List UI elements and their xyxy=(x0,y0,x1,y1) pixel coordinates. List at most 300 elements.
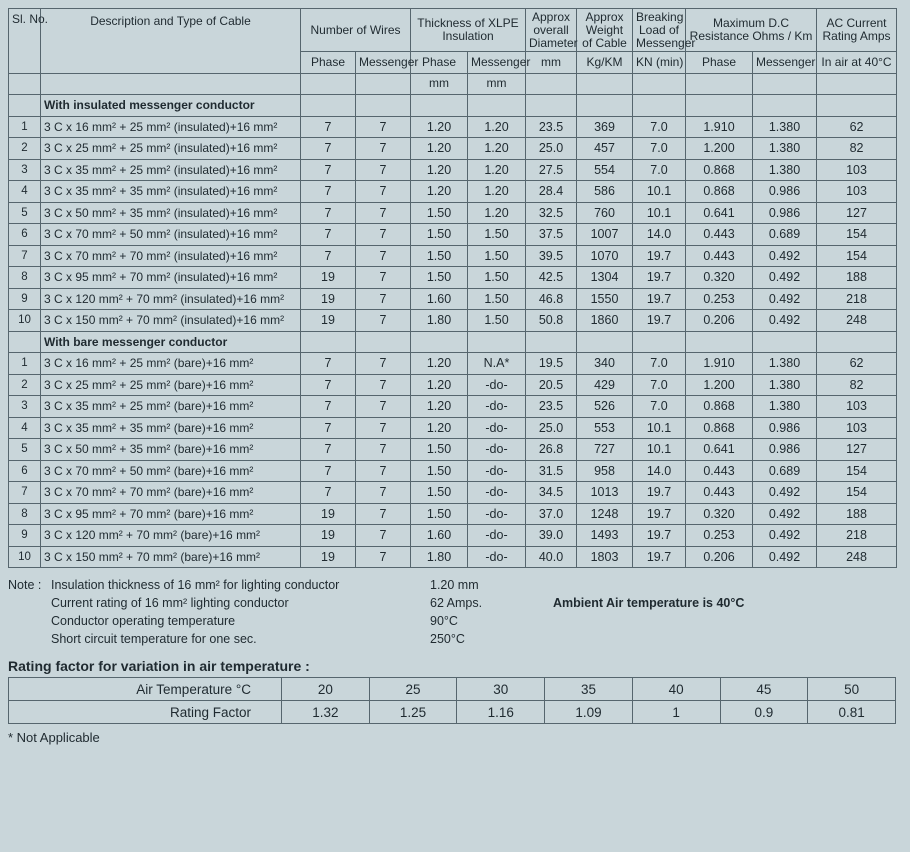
resistance-phase: 0.868 xyxy=(686,181,753,203)
header-blank xyxy=(9,73,41,95)
ac-rating: 62 xyxy=(817,116,897,138)
rating-factor-value: 1.09 xyxy=(545,701,633,724)
resistance-phase: 0.443 xyxy=(686,224,753,246)
weight: 554 xyxy=(577,159,633,181)
header-sl-no: Sl. No. xyxy=(9,9,41,74)
note-line-2: Current rating of 16 mm² lighting conductor xyxy=(51,596,289,610)
thickness-phase: 1.20 xyxy=(411,353,468,375)
breaking-load: 10.1 xyxy=(633,417,686,439)
table-row xyxy=(9,267,897,289)
cable-description: 3 C x 35 mm² + 35 mm² (insulated)+16 mm² xyxy=(41,181,301,203)
thickness-messenger: 1.20 xyxy=(468,181,526,203)
resistance-messenger: 0.986 xyxy=(753,202,817,224)
wires-phase: 19 xyxy=(301,546,356,568)
serial-number: 3 xyxy=(9,396,41,418)
serial-number: 9 xyxy=(9,525,41,547)
diameter: 31.5 xyxy=(526,460,577,482)
breaking-load: 7.0 xyxy=(633,396,686,418)
footnote: * Not Applicable xyxy=(8,730,100,745)
ac-rating: 62 xyxy=(817,353,897,375)
wires-phase: 7 xyxy=(301,374,356,396)
thickness-phase: 1.50 xyxy=(411,202,468,224)
breaking-load: 19.7 xyxy=(633,525,686,547)
table-row xyxy=(9,374,897,396)
wires-messenger: 7 xyxy=(356,374,411,396)
section-blank xyxy=(817,95,897,117)
serial-number: 9 xyxy=(9,288,41,310)
section-blank xyxy=(817,331,897,353)
thickness-phase: 1.50 xyxy=(411,267,468,289)
resistance-messenger: 1.380 xyxy=(753,138,817,160)
serial-number: 6 xyxy=(9,224,41,246)
resistance-phase: 1.200 xyxy=(686,374,753,396)
breaking-load: 10.1 xyxy=(633,202,686,224)
resistance-messenger: 0.492 xyxy=(753,503,817,525)
header-diameter: Approx overall Diameter xyxy=(526,9,577,52)
wires-messenger: 7 xyxy=(356,439,411,461)
table-row xyxy=(9,310,897,332)
section-blank xyxy=(526,95,577,117)
breaking-load: 7.0 xyxy=(633,374,686,396)
thickness-phase: 1.20 xyxy=(411,116,468,138)
wires-messenger: 7 xyxy=(356,460,411,482)
wires-phase: 7 xyxy=(301,482,356,504)
thickness-messenger: 1.50 xyxy=(468,288,526,310)
table-row xyxy=(9,138,897,160)
rating-factor-value: 1.25 xyxy=(369,701,457,724)
ac-rating: 82 xyxy=(817,374,897,396)
serial-number: 8 xyxy=(9,503,41,525)
ac-rating: 82 xyxy=(817,138,897,160)
section-blank xyxy=(526,331,577,353)
thickness-phase: 1.50 xyxy=(411,245,468,267)
wires-messenger: 7 xyxy=(356,546,411,568)
thickness-messenger: 1.20 xyxy=(468,138,526,160)
ac-rating: 248 xyxy=(817,546,897,568)
resistance-phase: 0.253 xyxy=(686,288,753,310)
weight: 1304 xyxy=(577,267,633,289)
thickness-phase: 1.20 xyxy=(411,181,468,203)
section-blank xyxy=(633,331,686,353)
ac-rating: 218 xyxy=(817,288,897,310)
cable-description: 3 C x 70 mm² + 50 mm² (insulated)+16 mm² xyxy=(41,224,301,246)
resistance-messenger: 1.380 xyxy=(753,116,817,138)
resistance-messenger: 0.492 xyxy=(753,482,817,504)
thickness-phase: 1.80 xyxy=(411,310,468,332)
rating-temp-value: 40 xyxy=(632,678,720,701)
serial-number: 1 xyxy=(9,353,41,375)
resistance-phase: 1.910 xyxy=(686,353,753,375)
resistance-messenger: 0.689 xyxy=(753,224,817,246)
serial-number: 3 xyxy=(9,159,41,181)
thickness-messenger: -do- xyxy=(468,503,526,525)
weight: 457 xyxy=(577,138,633,160)
resistance-messenger: 0.492 xyxy=(753,245,817,267)
diameter: 23.5 xyxy=(526,396,577,418)
cable-description: 3 C x 150 mm² + 70 mm² (insulated)+16 mm² xyxy=(41,310,301,332)
diameter: 40.0 xyxy=(526,546,577,568)
resistance-phase: 0.443 xyxy=(686,482,753,504)
diameter: 39.0 xyxy=(526,525,577,547)
section-blank xyxy=(9,331,41,353)
resistance-phase: 0.443 xyxy=(686,460,753,482)
section-title: With bare messenger conductor xyxy=(41,331,301,353)
wires-messenger: 7 xyxy=(356,525,411,547)
serial-number: 2 xyxy=(9,138,41,160)
rating-factor-value: 1.16 xyxy=(457,701,545,724)
weight: 1860 xyxy=(577,310,633,332)
table-row xyxy=(9,224,897,246)
ac-rating: 188 xyxy=(817,267,897,289)
section-blank xyxy=(577,95,633,117)
resistance-phase: 1.910 xyxy=(686,116,753,138)
wires-phase: 7 xyxy=(301,116,356,138)
rating-factor-row xyxy=(9,701,896,724)
weight: 553 xyxy=(577,417,633,439)
header-resistance-phase: Phase xyxy=(686,52,753,74)
thickness-messenger: -do- xyxy=(468,417,526,439)
header-thickness-phase: Phase xyxy=(411,52,468,74)
header-wires-messenger: Messenger xyxy=(356,52,411,74)
header-blank xyxy=(686,73,753,95)
header-weight-unit: Kg/KM xyxy=(577,52,633,74)
breaking-load: 10.1 xyxy=(633,181,686,203)
wires-phase: 7 xyxy=(301,224,356,246)
thickness-messenger: 1.50 xyxy=(468,310,526,332)
header-breaking-load: Breaking Load of Messenger xyxy=(633,9,686,52)
diameter: 20.5 xyxy=(526,374,577,396)
thickness-phase: 1.20 xyxy=(411,396,468,418)
thickness-phase: 1.20 xyxy=(411,138,468,160)
wires-messenger: 7 xyxy=(356,202,411,224)
ac-rating: 103 xyxy=(817,396,897,418)
ac-rating: 154 xyxy=(817,245,897,267)
table-row xyxy=(9,245,897,267)
resistance-messenger: 0.492 xyxy=(753,310,817,332)
cable-description: 3 C x 50 mm² + 35 mm² (insulated)+16 mm² xyxy=(41,202,301,224)
thickness-messenger: 1.20 xyxy=(468,202,526,224)
note-line-3: Conductor operating temperature xyxy=(51,614,236,628)
section-blank xyxy=(301,95,356,117)
breaking-load: 19.7 xyxy=(633,310,686,332)
header-insulation-thickness: Thickness of XLPE Insulation xyxy=(411,9,526,52)
wires-phase: 7 xyxy=(301,439,356,461)
section-header-row xyxy=(9,331,897,353)
section-blank xyxy=(633,95,686,117)
section-blank xyxy=(301,331,356,353)
thickness-messenger: -do- xyxy=(468,439,526,461)
weight: 1803 xyxy=(577,546,633,568)
weight: 958 xyxy=(577,460,633,482)
thickness-phase: 1.50 xyxy=(411,460,468,482)
resistance-phase: 0.868 xyxy=(686,159,753,181)
header-wires-phase: Phase xyxy=(301,52,356,74)
cable-description: 3 C x 70 mm² + 50 mm² (bare)+16 mm² xyxy=(41,460,301,482)
weight: 1493 xyxy=(577,525,633,547)
breaking-load: 14.0 xyxy=(633,224,686,246)
rating-factor-value: 1.32 xyxy=(282,701,370,724)
thickness-messenger: -do- xyxy=(468,396,526,418)
rating-factor-value: 0.9 xyxy=(720,701,808,724)
resistance-phase: 0.206 xyxy=(686,546,753,568)
table-row xyxy=(9,482,897,504)
cable-description: 3 C x 70 mm² + 70 mm² (insulated)+16 mm² xyxy=(41,245,301,267)
serial-number: 8 xyxy=(9,267,41,289)
serial-number: 7 xyxy=(9,482,41,504)
thickness-messenger: -do- xyxy=(468,460,526,482)
table-row xyxy=(9,525,897,547)
resistance-messenger: 0.492 xyxy=(753,525,817,547)
table-row xyxy=(9,546,897,568)
header-diameter-unit: mm xyxy=(526,52,577,74)
rating-temp-value: 20 xyxy=(282,678,370,701)
cable-description: 3 C x 120 mm² + 70 mm² (bare)+16 mm² xyxy=(41,525,301,547)
breaking-load: 19.7 xyxy=(633,503,686,525)
wires-phase: 7 xyxy=(301,159,356,181)
section-blank xyxy=(356,95,411,117)
thickness-phase: 1.50 xyxy=(411,439,468,461)
header-blank xyxy=(633,73,686,95)
rating-factor-value: 0.81 xyxy=(808,701,896,724)
ac-rating: 188 xyxy=(817,503,897,525)
ac-rating: 248 xyxy=(817,310,897,332)
breaking-load: 14.0 xyxy=(633,460,686,482)
ac-rating: 154 xyxy=(817,482,897,504)
weight: 1007 xyxy=(577,224,633,246)
ac-rating: 103 xyxy=(817,181,897,203)
section-blank xyxy=(411,331,468,353)
thickness-messenger: 1.50 xyxy=(468,267,526,289)
table-row xyxy=(9,202,897,224)
header-breaking-unit: KN (min) xyxy=(633,52,686,74)
ac-rating: 154 xyxy=(817,460,897,482)
diameter: 19.5 xyxy=(526,353,577,375)
serial-number: 4 xyxy=(9,417,41,439)
diameter: 37.0 xyxy=(526,503,577,525)
thickness-messenger: -do- xyxy=(468,482,526,504)
serial-number: 5 xyxy=(9,439,41,461)
cable-spec-sheet xyxy=(8,8,904,745)
rating-temp-label: Air Temperature °C xyxy=(9,678,282,701)
thickness-messenger: N.A* xyxy=(468,353,526,375)
cable-description: 3 C x 16 mm² + 25 mm² (bare)+16 mm² xyxy=(41,353,301,375)
cable-description: 3 C x 95 mm² + 70 mm² (insulated)+16 mm² xyxy=(41,267,301,289)
thickness-phase: 1.20 xyxy=(411,159,468,181)
thickness-messenger: 1.50 xyxy=(468,245,526,267)
table-body xyxy=(9,95,897,568)
breaking-load: 7.0 xyxy=(633,159,686,181)
table-row xyxy=(9,159,897,181)
note-value-3: 90°C xyxy=(430,614,458,628)
cable-description: 3 C x 35 mm² + 35 mm² (bare)+16 mm² xyxy=(41,417,301,439)
cable-description: 3 C x 35 mm² + 25 mm² (insulated)+16 mm² xyxy=(41,159,301,181)
header-number-of-wires: Number of Wires xyxy=(301,9,411,52)
resistance-phase: 0.641 xyxy=(686,202,753,224)
serial-number: 6 xyxy=(9,460,41,482)
wires-phase: 7 xyxy=(301,202,356,224)
section-blank xyxy=(753,331,817,353)
thickness-messenger: -do- xyxy=(468,374,526,396)
resistance-phase: 1.200 xyxy=(686,138,753,160)
header-blank xyxy=(577,73,633,95)
wires-messenger: 7 xyxy=(356,267,411,289)
header-description: Description and Type of Cable xyxy=(41,9,301,74)
wires-messenger: 7 xyxy=(356,138,411,160)
header-ac-rating: AC Current Rating Amps xyxy=(817,9,897,52)
wires-phase: 7 xyxy=(301,181,356,203)
table-row xyxy=(9,396,897,418)
ac-rating: 103 xyxy=(817,159,897,181)
section-blank xyxy=(753,95,817,117)
weight: 369 xyxy=(577,116,633,138)
wires-phase: 7 xyxy=(301,396,356,418)
resistance-messenger: 0.492 xyxy=(753,288,817,310)
cable-spec-table xyxy=(8,8,897,568)
rating-factor-title: Rating factor for variation in air temperature : xyxy=(8,658,310,674)
wires-phase: 19 xyxy=(301,288,356,310)
cable-description: 3 C x 25 mm² + 25 mm² (insulated)+16 mm² xyxy=(41,138,301,160)
resistance-phase: 0.320 xyxy=(686,267,753,289)
resistance-messenger: 1.380 xyxy=(753,396,817,418)
diameter: 50.8 xyxy=(526,310,577,332)
section-blank xyxy=(577,331,633,353)
resistance-phase: 0.868 xyxy=(686,417,753,439)
note-value-1: 1.20 mm xyxy=(430,578,479,592)
diameter: 25.0 xyxy=(526,417,577,439)
section-blank xyxy=(356,331,411,353)
header-thickness-messenger-unit: mm xyxy=(468,73,526,95)
diameter: 28.4 xyxy=(526,181,577,203)
ac-rating: 127 xyxy=(817,202,897,224)
resistance-phase: 0.320 xyxy=(686,503,753,525)
breaking-load: 19.7 xyxy=(633,245,686,267)
rating-factor-label: Rating Factor xyxy=(9,701,282,724)
serial-number: 10 xyxy=(9,546,41,568)
rating-temp-value: 25 xyxy=(369,678,457,701)
resistance-messenger: 0.492 xyxy=(753,267,817,289)
wires-messenger: 7 xyxy=(356,159,411,181)
ac-rating: 218 xyxy=(817,525,897,547)
cable-description: 3 C x 50 mm² + 35 mm² (bare)+16 mm² xyxy=(41,439,301,461)
wires-phase: 7 xyxy=(301,460,356,482)
wires-messenger: 7 xyxy=(356,310,411,332)
diameter: 34.5 xyxy=(526,482,577,504)
header-weight: Approx Weight of Cable xyxy=(577,9,633,52)
wires-phase: 7 xyxy=(301,245,356,267)
ac-rating: 154 xyxy=(817,224,897,246)
wires-phase: 19 xyxy=(301,310,356,332)
resistance-messenger: 0.986 xyxy=(753,439,817,461)
diameter: 23.5 xyxy=(526,116,577,138)
diameter: 26.8 xyxy=(526,439,577,461)
rating-factor-value: 1 xyxy=(632,701,720,724)
thickness-phase: 1.50 xyxy=(411,224,468,246)
breaking-load: 19.7 xyxy=(633,546,686,568)
header-blank xyxy=(753,73,817,95)
diameter: 37.5 xyxy=(526,224,577,246)
weight: 586 xyxy=(577,181,633,203)
wires-messenger: 7 xyxy=(356,288,411,310)
breaking-load: 19.7 xyxy=(633,288,686,310)
header-blank xyxy=(301,73,356,95)
section-blank xyxy=(468,95,526,117)
thickness-phase: 1.50 xyxy=(411,482,468,504)
breaking-load: 19.7 xyxy=(633,482,686,504)
table-row xyxy=(9,417,897,439)
table-row xyxy=(9,460,897,482)
serial-number: 7 xyxy=(9,245,41,267)
breaking-load: 7.0 xyxy=(633,353,686,375)
breaking-load: 19.7 xyxy=(633,267,686,289)
serial-number: 4 xyxy=(9,181,41,203)
resistance-phase: 0.641 xyxy=(686,439,753,461)
thickness-phase: 1.50 xyxy=(411,503,468,525)
diameter: 46.8 xyxy=(526,288,577,310)
weight: 340 xyxy=(577,353,633,375)
cable-description: 3 C x 70 mm² + 70 mm² (bare)+16 mm² xyxy=(41,482,301,504)
breaking-load: 7.0 xyxy=(633,138,686,160)
resistance-messenger: 0.492 xyxy=(753,546,817,568)
notes-block xyxy=(8,578,904,650)
cable-description: 3 C x 150 mm² + 70 mm² (bare)+16 mm² xyxy=(41,546,301,568)
wires-phase: 19 xyxy=(301,267,356,289)
thickness-phase: 1.80 xyxy=(411,546,468,568)
rating-temp-value: 35 xyxy=(545,678,633,701)
thickness-phase: 1.60 xyxy=(411,525,468,547)
diameter: 39.5 xyxy=(526,245,577,267)
wires-phase: 7 xyxy=(301,353,356,375)
table-row xyxy=(9,116,897,138)
cable-description: 3 C x 95 mm² + 70 mm² (bare)+16 mm² xyxy=(41,503,301,525)
breaking-load: 10.1 xyxy=(633,439,686,461)
thickness-messenger: -do- xyxy=(468,546,526,568)
resistance-phase: 0.868 xyxy=(686,396,753,418)
section-header-row xyxy=(9,95,897,117)
resistance-messenger: 1.380 xyxy=(753,159,817,181)
header-blank xyxy=(356,73,411,95)
wires-phase: 7 xyxy=(301,417,356,439)
weight: 760 xyxy=(577,202,633,224)
thickness-phase: 1.20 xyxy=(411,417,468,439)
thickness-phase: 1.20 xyxy=(411,374,468,396)
note-value-2: 62 Amps. xyxy=(430,596,483,610)
resistance-messenger: 0.986 xyxy=(753,181,817,203)
wires-messenger: 7 xyxy=(356,181,411,203)
thickness-messenger: 1.50 xyxy=(468,224,526,246)
wires-phase: 7 xyxy=(301,138,356,160)
header-resistance-messenger: Messenger xyxy=(753,52,817,74)
resistance-phase: 0.206 xyxy=(686,310,753,332)
header-ac-sub: In air at 40°C xyxy=(817,52,897,74)
weight: 1013 xyxy=(577,482,633,504)
table-row xyxy=(9,353,897,375)
resistance-messenger: 0.689 xyxy=(753,460,817,482)
diameter: 25.0 xyxy=(526,138,577,160)
cable-description: 3 C x 35 mm² + 25 mm² (bare)+16 mm² xyxy=(41,396,301,418)
table-row xyxy=(9,439,897,461)
cable-description: 3 C x 25 mm² + 25 mm² (bare)+16 mm² xyxy=(41,374,301,396)
table-row xyxy=(9,288,897,310)
note-line-1: Insulation thickness of 16 mm² for lighting conductor xyxy=(51,578,340,592)
note-label: Note : xyxy=(8,578,42,592)
weight: 526 xyxy=(577,396,633,418)
weight: 429 xyxy=(577,374,633,396)
wires-phase: 19 xyxy=(301,525,356,547)
wires-messenger: 7 xyxy=(356,396,411,418)
ambient-temperature-note: Ambient Air temperature is 40°C xyxy=(553,596,745,610)
header-thickness-phase-unit: mm xyxy=(411,73,468,95)
ac-rating: 103 xyxy=(817,417,897,439)
